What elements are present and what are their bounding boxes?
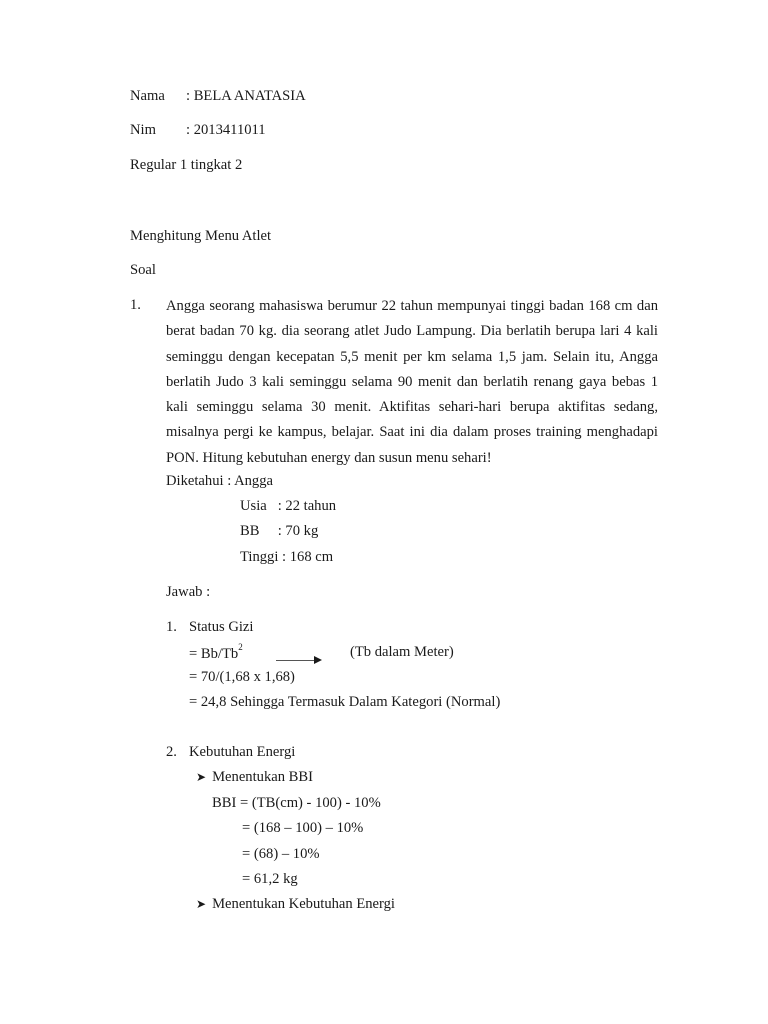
arrow-bullet-icon: ➤ [196, 897, 207, 911]
formula-exponent: 2 [238, 642, 243, 652]
document-title: Menghitung Menu Atlet [130, 228, 272, 244]
nama-label: Nama [130, 88, 165, 104]
soal-label: Soal [130, 262, 156, 278]
section2-number: 2. [166, 744, 177, 760]
section1-number: 1. [166, 619, 177, 635]
jawab-label: Jawab : [166, 584, 211, 600]
nim-value: : 2013411011 [186, 122, 266, 138]
section2-title: Kebutuhan Energi [189, 744, 296, 760]
nim-label: Nim [130, 122, 156, 138]
status-gizi-result: = 24,8 Sehingga Termasuk Dalam Kategori (Normal) [189, 694, 501, 710]
class-info: Regular 1 tingkat 2 [130, 157, 243, 173]
bullet-label: Menentukan Kebutuhan Energi [212, 896, 395, 912]
bbi-result: = 61,2 kg [242, 871, 298, 887]
bullet-label: Menentukan BBI [212, 769, 313, 785]
nama-value: : BELA ANATASIA [186, 88, 306, 104]
status-gizi-formula: = $Bb/Tb^2$ [189, 642, 243, 662]
section1-title: Status Gizi [189, 619, 254, 635]
formula-note: (Tb dalam Meter) [350, 644, 454, 660]
diketahui-tinggi: Tinggi : 168 cm [240, 549, 334, 565]
arrow-icon [276, 660, 314, 661]
bullet-kebutuhan-energi [196, 897, 395, 912]
diketahui-bb: BB : 70 kg [240, 523, 319, 539]
arrowhead-icon [314, 656, 322, 664]
bbi-step2: = (68) – 10% [242, 846, 320, 862]
question-text: Angga seorang mahasiswa berumur 22 tahun mempunyai tinggi badan 168 cm dan berat badan 70 kg. dia seorang atlet Judo Lampung. Dia berlatih berupa lari 4 kali seminggu dengan kecepatan 5,5 menit per km selama 1,5 jam. Selain itu, Angga berlatih Judo 3 kali seminggu selama 90 menit dan berlatih renang gaya bebas 1 kali seminggu selama 30 menit. Aktifitas sehari-hari berupa aktifitas sedang, misalnya pergi ke kampus, belajar. Saat ini dia dalam proses training menghadapi PON. Hitung kebutuhan energy dan susun menu sehari! [166, 298, 658, 466]
diketahui-label: Diketahui : Angga [166, 473, 274, 489]
diketahui-usia: Usia : 22 tahun [240, 498, 337, 514]
bbi-step1: = (168 – 100) – 10% [242, 820, 364, 836]
bullet-menentukan-bbi [196, 770, 313, 785]
arrow-bullet-icon: ➤ [196, 770, 207, 784]
bbi-formula: BBI = (TB(cm) - 100) - 10% [212, 795, 381, 811]
status-gizi-step1: = 70/(1,68 x 1,68) [189, 669, 295, 685]
question-number: 1. [130, 297, 141, 313]
